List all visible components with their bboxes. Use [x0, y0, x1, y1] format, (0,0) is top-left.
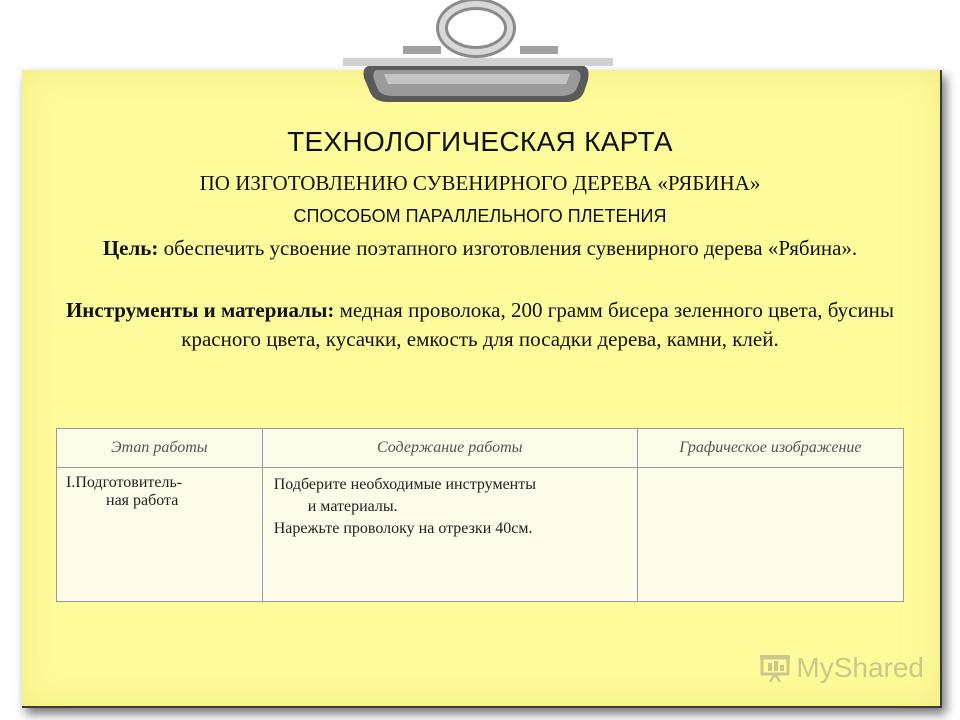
materials-label: Инструменты и материалы: — [65, 298, 335, 322]
method-line: СПОСОБОМ ПАРАЛЛЕЛЬНОГО ПЛЕТЕНИЯ — [293, 206, 667, 226]
page-title: ТЕХНОЛОГИЧЕСКАЯ КАРТА — [287, 126, 673, 157]
watermark — [760, 652, 924, 684]
materials-text: медная проволока, 200 грамм бисера зеленного цвета, бусины красного цвета, кусачки, емкость для посадки дерева, камни, клей. — [181, 298, 895, 351]
page-subtitle: ПО ИЗГОТОВЛЕНИЮ СУВЕНИРНОГО ДЕРЕВА «РЯБИНА» — [199, 171, 761, 195]
header-image: Графическое изображение — [637, 429, 903, 468]
watermark-text: MyShared — [796, 652, 924, 683]
materials-paragraph — [60, 296, 900, 354]
content-line-2: и материалы. — [307, 498, 398, 515]
goal-paragraph — [60, 234, 900, 263]
stage-cell — [57, 468, 263, 602]
steps-table — [56, 428, 904, 602]
table-header-row — [57, 429, 904, 468]
goal-label: Цель: — [102, 236, 159, 260]
paper-sheet — [22, 70, 942, 708]
stage-line-1: I.Подготовитель- — [66, 474, 183, 491]
header-stage: Этап работы — [57, 429, 263, 468]
image-cell — [637, 468, 903, 602]
goal-text: обеспечить усвоение поэтапного изготовления сувенирного дерева «Рябина». — [158, 236, 858, 260]
content-cell — [262, 468, 637, 602]
presentation-icon — [760, 654, 790, 682]
content-line-1: Подберите необходимые инструменты — [273, 476, 536, 493]
header-content: Содержание работы — [262, 429, 637, 468]
table-row — [57, 468, 904, 602]
content-line-3: Нарежьте проволоку на отрезки 40см. — [273, 520, 533, 537]
stage-line-2: ная работа — [106, 492, 179, 509]
